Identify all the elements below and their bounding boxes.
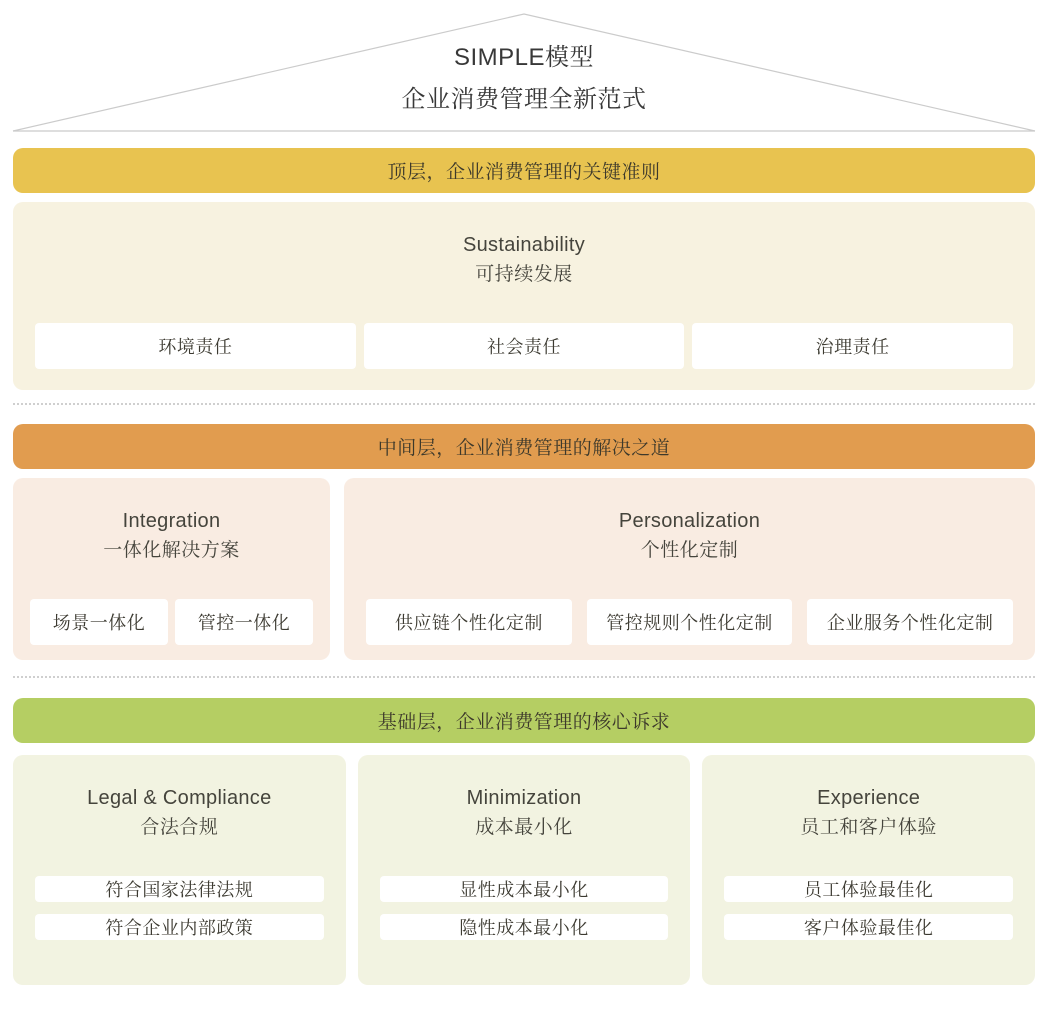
- item-box-scene-integration: 场景一体化: [30, 599, 168, 645]
- group-minimization-head: [358, 755, 691, 840]
- item-box-control-integration: 管控一体化: [175, 599, 313, 645]
- item-box-implicit-cost: 隐性成本最小化: [380, 914, 669, 940]
- group-sustainability-head: [13, 202, 1035, 287]
- item-box-customer-experience: 客户体验最佳化: [724, 914, 1013, 940]
- layer-top-header: 顶层，企业消费管理的关键准则: [13, 148, 1035, 193]
- group-legal-head: [13, 755, 346, 840]
- group-title-en: Personalization: [618, 510, 761, 532]
- group-title-zh: 一体化解决方案: [103, 540, 240, 561]
- personalization-items: [344, 599, 1035, 645]
- layer-base-body: [13, 755, 1035, 985]
- item-box-governance: 治理责任: [692, 323, 1013, 369]
- group-personalization: [344, 478, 1035, 660]
- group-experience-head: [702, 755, 1035, 840]
- group-integration: [13, 478, 330, 660]
- layers-stack: [13, 148, 1035, 985]
- group-integration-head: [13, 478, 330, 563]
- group-title-en: Integration: [122, 510, 221, 532]
- roof: [0, 0, 1048, 148]
- group-title-zh: 员工和客户体验: [800, 817, 937, 838]
- group-title-en: Experience: [817, 787, 921, 809]
- item-box-social: 社会责任: [364, 323, 685, 369]
- layer-middle-header: 中间层，企业消费管理的解决之道: [13, 424, 1035, 469]
- group-title-en: Legal & Compliance: [87, 787, 272, 809]
- item-box-explicit-cost: 显性成本最小化: [380, 876, 669, 902]
- layer-top-body: [13, 202, 1035, 390]
- group-title-zh: 个性化定制: [640, 540, 739, 561]
- model-subtitle: 企业消费管理全新范式: [401, 86, 647, 113]
- model-title: SIMPLE模型: [453, 44, 595, 71]
- item-box-national-laws: 符合国家法律法规: [35, 876, 324, 902]
- group-title-en: Sustainability: [462, 234, 586, 256]
- item-box-control-rules: 管控规则个性化定制: [587, 599, 793, 645]
- item-box-supply-chain: 供应链个性化定制: [366, 599, 572, 645]
- legal-items: [13, 876, 346, 940]
- experience-items: [702, 876, 1035, 940]
- dotted-separator-1: [13, 403, 1035, 405]
- item-box-enterprise-service: 企业服务个性化定制: [807, 599, 1013, 645]
- group-title-zh: 可持续发展: [475, 264, 573, 285]
- item-box-internal-policy: 符合企业内部政策: [35, 914, 324, 940]
- item-box-environment: 环境责任: [35, 323, 356, 369]
- integration-items: [13, 599, 330, 645]
- layer-base-header: 基础层，企业消费管理的核心诉求: [13, 698, 1035, 743]
- group-title-zh: 成本最小化: [475, 817, 573, 838]
- group-title-en: Minimization: [466, 787, 582, 809]
- item-box-employee-experience: 员工体验最佳化: [724, 876, 1013, 902]
- group-experience: [702, 755, 1035, 985]
- minimization-items: [358, 876, 691, 940]
- sustainability-items: [13, 323, 1035, 369]
- roof-titles: [0, 43, 1048, 115]
- layer-middle-body: [13, 478, 1035, 660]
- group-title-zh: 合法合规: [140, 817, 219, 838]
- group-personalization-head: [344, 478, 1035, 563]
- dotted-separator-2: [13, 676, 1035, 678]
- group-minimization: [358, 755, 691, 985]
- group-legal-compliance: [13, 755, 346, 985]
